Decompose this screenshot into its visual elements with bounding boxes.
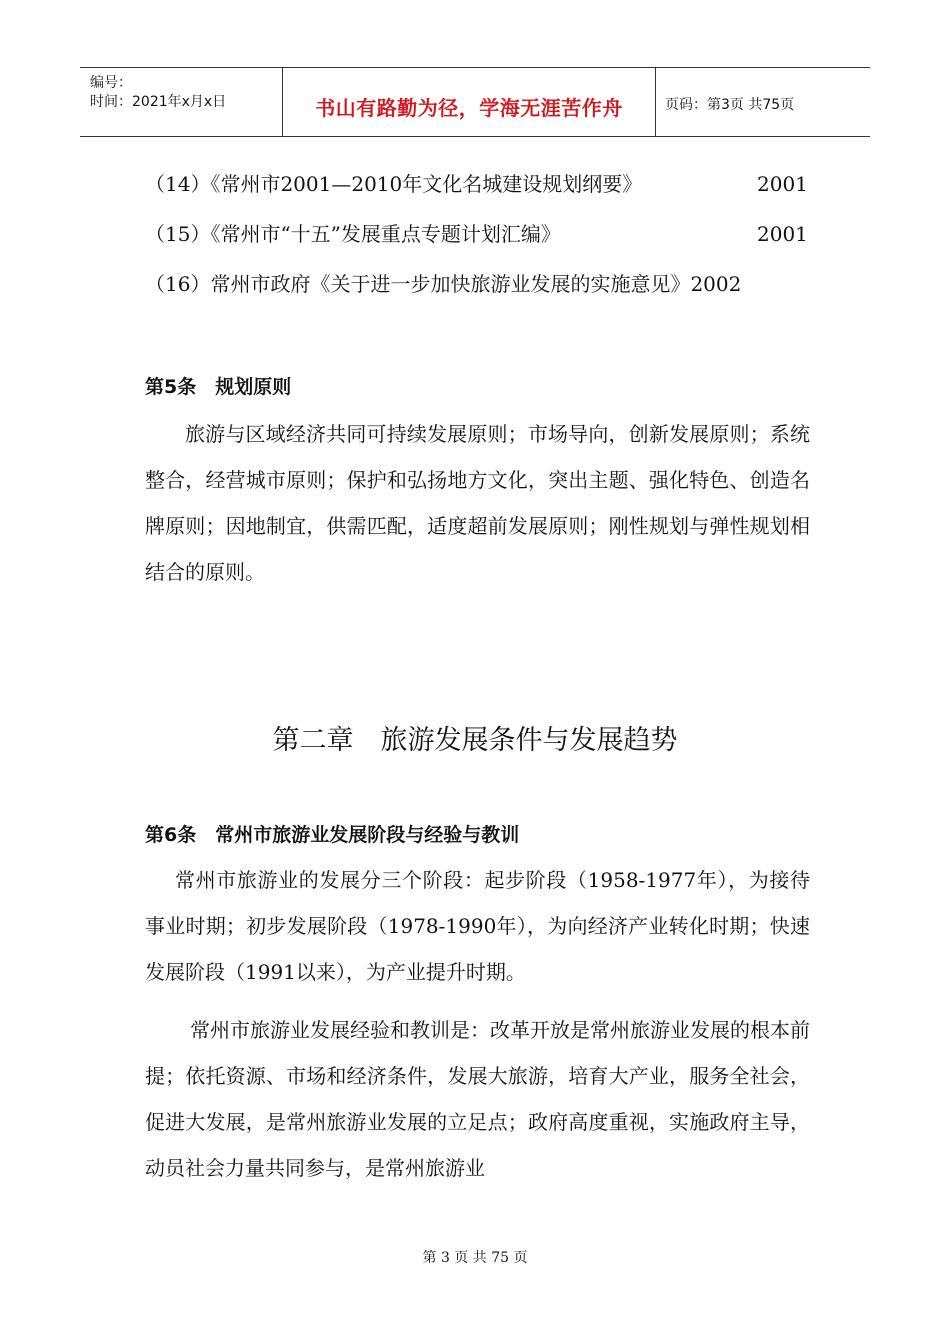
article-paragraph: 常州市旅游业发展经验和教训是：改革开放是常州旅游业发展的根本前提；依托资源、市场和经济条件，发展大旅游，培育大产业，服务全社会，促进大发展，是常州旅游业发展的立足点；政府高度重视，实施政府主导，动员社会力量共同参与，是常州旅游业 (145, 1018, 810, 1180)
reference-item: （15）《常州市“十五”发展重点专题计划汇编》 (145, 222, 561, 246)
article-heading: 第6条 常州市旅游业发展阶段与经验与教训 (145, 824, 520, 846)
reference-year: 2001 (757, 222, 808, 246)
article-paragraph: 常州市旅游业的发展分三个阶段：起步阶段（1958-1977年），为接待事业时期；初步发展阶段（1978-1990年），为向经济产业转化时期；快速发展阶段（1991以来），为产业提升时期。 (145, 868, 810, 984)
code-label: 编号： (90, 75, 132, 91)
reference-item: （14）《常州市2001—2010年文化名城建设规划纲要》 (145, 172, 643, 196)
page-info: 页码：第3页 共75页 (665, 97, 795, 113)
article-heading: 第5条 规划原则 (145, 376, 292, 398)
header-page-cell (655, 68, 870, 136)
header-meta (80, 68, 282, 136)
header-motto-cell (282, 68, 656, 136)
article-body: 旅游与区域经济共同可持续发展原则；市场导向，创新发展原则；系统整合，经营城市原则；保护和弘扬地方文化，突出主题、强化特色、创造名牌原则；因地制宜，供需匹配，适度超前发展原则；刚性规划与弹性规划相结合的原则。 (145, 422, 810, 584)
chapter-title: 第二章 旅游发展条件与发展趋势 (272, 725, 678, 756)
date-label: 时间：2021年x月x日 (90, 94, 227, 110)
reference-item: （16）常州市政府《关于进一步加快旅游业发展的实施意见》2002 (145, 272, 742, 296)
page-footer: 第 3 页 共 75 页 (422, 1250, 528, 1266)
motto: 书山有路勤为径，学海无涯苦作舟 (315, 96, 623, 120)
reference-year: 2001 (757, 172, 808, 196)
page-header (80, 67, 870, 137)
